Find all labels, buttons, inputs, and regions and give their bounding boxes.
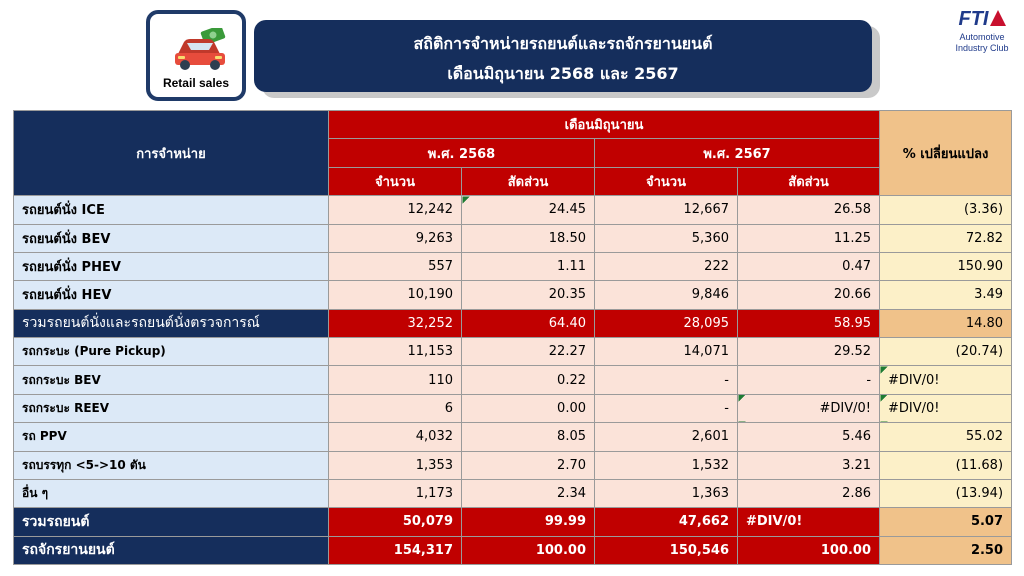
share-2568: 0.22 xyxy=(462,366,595,394)
qty-2568: 4,032 xyxy=(329,423,462,451)
qty-2567: 1,532 xyxy=(595,451,738,479)
qty-2567: 47,662 xyxy=(595,508,738,536)
table-row xyxy=(14,338,1012,366)
table-row xyxy=(14,451,1012,479)
row-label: รถยนต์นั่ง HEV xyxy=(14,281,329,309)
share-2567: #DIV/0! xyxy=(738,508,880,536)
table-row xyxy=(14,423,1012,451)
year-2568-header: พ.ศ. 2568 xyxy=(329,139,595,167)
share-2567: 11.25 xyxy=(738,224,880,252)
fti-logo xyxy=(944,6,1020,62)
table-row xyxy=(14,196,1012,224)
triangle-icon xyxy=(990,10,1006,26)
pct-change: 150.90 xyxy=(880,252,1012,280)
logo-line2: Industry Club xyxy=(955,43,1009,53)
share-2568: 22.27 xyxy=(462,338,595,366)
row-label: รถบรรทุก <5->10 ตัน xyxy=(14,451,329,479)
share-2567: 26.58 xyxy=(738,196,880,224)
title-banner xyxy=(254,20,872,92)
qty-2567: 14,071 xyxy=(595,338,738,366)
pct-change: (3.36) xyxy=(880,196,1012,224)
share-2567: 100.00 xyxy=(738,536,880,564)
table-row xyxy=(14,366,1012,394)
retail-sales-badge xyxy=(146,10,246,101)
pct-change: (11.68) xyxy=(880,451,1012,479)
share-2568: 20.35 xyxy=(462,281,595,309)
share-2568: 99.99 xyxy=(462,508,595,536)
logo-mark: FTI xyxy=(944,6,1020,32)
row-label: รถกระบะ BEV xyxy=(14,366,329,394)
row-label: รถกระบะ REEV xyxy=(14,394,329,422)
share-2567: 58.95 xyxy=(738,309,880,337)
share-2568: 2.34 xyxy=(462,479,595,507)
car-money-icon xyxy=(172,28,228,72)
row-label: รถ PPV xyxy=(14,423,329,451)
share-2568: 0.00 xyxy=(462,394,595,422)
pct-change-header: % เปลี่ยนแปลง xyxy=(880,111,1012,196)
qty-2568: 11,153 xyxy=(329,338,462,366)
row-label: รถยนต์นั่ง ICE xyxy=(14,196,329,224)
qty-2567: 12,667 xyxy=(595,196,738,224)
row-label: รถยนต์นั่ง PHEV xyxy=(14,252,329,280)
row-label: รวมรถยนต์ xyxy=(14,508,329,536)
qty-2568: 12,242 xyxy=(329,196,462,224)
qty-2568: 1,353 xyxy=(329,451,462,479)
qty-header: จำนวน xyxy=(329,167,462,195)
pct-change: #DIV/0! xyxy=(880,366,1012,394)
month-header: เดือนมิถุนายน xyxy=(329,111,880,139)
row-label: รวมรถยนต์นั่งและรถยนต์นั่งตรวจการณ์ xyxy=(14,309,329,337)
share-2567: 5.46 xyxy=(738,423,880,451)
table-row xyxy=(14,281,1012,309)
qty-2567: 28,095 xyxy=(595,309,738,337)
share-2568: 8.05 xyxy=(462,423,595,451)
qty-2567: 5,360 xyxy=(595,224,738,252)
share-2568: 18.50 xyxy=(462,224,595,252)
pct-change: 55.02 xyxy=(880,423,1012,451)
share-2568: 2.70 xyxy=(462,451,595,479)
share-2567: #DIV/0! xyxy=(738,394,880,422)
qty-2568: 10,190 xyxy=(329,281,462,309)
qty-2568: 50,079 xyxy=(329,508,462,536)
sales-table xyxy=(13,110,1012,565)
qty-2567: 9,846 xyxy=(595,281,738,309)
share-header: สัดส่วน xyxy=(738,167,880,195)
banner-subtitle: เดือนมิถุนายน 2568 และ 2567 xyxy=(447,64,679,83)
qty-2568: 557 xyxy=(329,252,462,280)
share-header: สัดส่วน xyxy=(462,167,595,195)
banner-title: สถิติการจำหน่ายรถยนต์และรถจักรยานยนต์ xyxy=(413,34,713,53)
share-2567: 29.52 xyxy=(738,338,880,366)
share-2567: 20.66 xyxy=(738,281,880,309)
share-2568: 100.00 xyxy=(462,536,595,564)
pct-change: (13.94) xyxy=(880,479,1012,507)
qty-2567: 1,363 xyxy=(595,479,738,507)
pct-change: (20.74) xyxy=(880,338,1012,366)
total-row xyxy=(14,536,1012,564)
badge-label: Retail sales xyxy=(162,76,230,90)
row-label: รถจักรยานยนต์ xyxy=(14,536,329,564)
table-row xyxy=(14,394,1012,422)
pct-change: 5.07 xyxy=(880,508,1012,536)
table-row xyxy=(14,479,1012,507)
qty-2567: - xyxy=(595,366,738,394)
qty-2567: 2,601 xyxy=(595,423,738,451)
total-row xyxy=(14,508,1012,536)
row-label: รถยนต์นั่ง BEV xyxy=(14,224,329,252)
share-2567: - xyxy=(738,366,880,394)
qty-2568: 6 xyxy=(329,394,462,422)
qty-header: จำนวน xyxy=(595,167,738,195)
share-2567: 2.86 xyxy=(738,479,880,507)
share-2567: 3.21 xyxy=(738,451,880,479)
share-2568: 1.11 xyxy=(462,252,595,280)
qty-2567: - xyxy=(595,394,738,422)
share-2568: 64.40 xyxy=(462,309,595,337)
pct-change: 3.49 xyxy=(880,281,1012,309)
subtotal-row xyxy=(14,309,1012,337)
share-2567: 0.47 xyxy=(738,252,880,280)
row-header: การจำหน่าย xyxy=(14,111,329,196)
pct-change: 2.50 xyxy=(880,536,1012,564)
share-2568: 24.45 xyxy=(462,196,595,224)
qty-2568: 32,252 xyxy=(329,309,462,337)
logo-line1: Automotive xyxy=(959,32,1005,42)
pct-change: 72.82 xyxy=(880,224,1012,252)
qty-2568: 9,263 xyxy=(329,224,462,252)
table-row xyxy=(14,252,1012,280)
row-label: รถกระบะ (Pure Pickup) xyxy=(14,338,329,366)
pct-change: 14.80 xyxy=(880,309,1012,337)
qty-2567: 150,546 xyxy=(595,536,738,564)
qty-2567: 222 xyxy=(595,252,738,280)
pct-change: #DIV/0! xyxy=(880,394,1012,422)
qty-2568: 110 xyxy=(329,366,462,394)
table-row xyxy=(14,224,1012,252)
qty-2568: 154,317 xyxy=(329,536,462,564)
year-2567-header: พ.ศ. 2567 xyxy=(595,139,880,167)
row-label: อื่น ๆ xyxy=(14,479,329,507)
qty-2568: 1,173 xyxy=(329,479,462,507)
